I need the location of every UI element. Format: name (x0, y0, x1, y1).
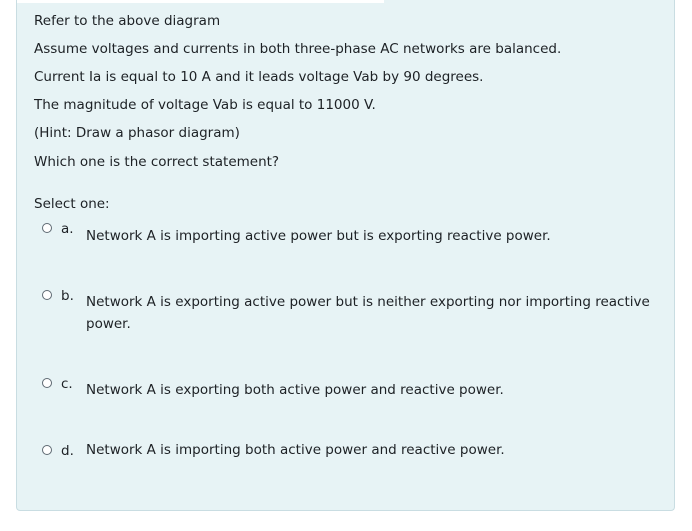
question-line-1: Refer to the above diagram (34, 13, 221, 29)
select-one-prompt: Select one: (34, 196, 110, 212)
option-letter-c: c. (61, 376, 73, 392)
question-line-5: (Hint: Draw a phasor diagram) (34, 125, 240, 141)
radio-button-d[interactable] (42, 445, 52, 455)
question-line-6: Which one is the correct statement? (34, 154, 280, 170)
option-text-d[interactable]: Network A is importing both active power and reactive power. (86, 442, 505, 458)
question-line-4: The magnitude of voltage Vab is equal to 11000 V. (34, 97, 376, 113)
question-line-2: Assume voltages and currents in both three-phase AC networks are balanced. (34, 41, 562, 57)
option-text-a[interactable]: Network A is importing active power but is exporting reactive power. (86, 228, 551, 244)
radio-button-a[interactable] (42, 223, 52, 233)
panel-top-strip (17, 0, 384, 3)
option-text-b[interactable]: Network A is exporting active power but is neither exporting nor importing reactive power. (86, 294, 650, 332)
option-letter-d: d. (61, 443, 74, 459)
option-letter-b: b. (61, 288, 74, 304)
question-panel (16, 0, 675, 511)
radio-button-c[interactable] (42, 378, 52, 388)
radio-button-b[interactable] (42, 290, 52, 300)
question-line-3: Current Ia is equal to 10 A and it leads voltage Vab by 90 degrees. (34, 69, 484, 85)
option-text-c[interactable]: Network A is exporting both active power and reactive power. (86, 382, 504, 398)
option-letter-a: a. (61, 221, 74, 237)
